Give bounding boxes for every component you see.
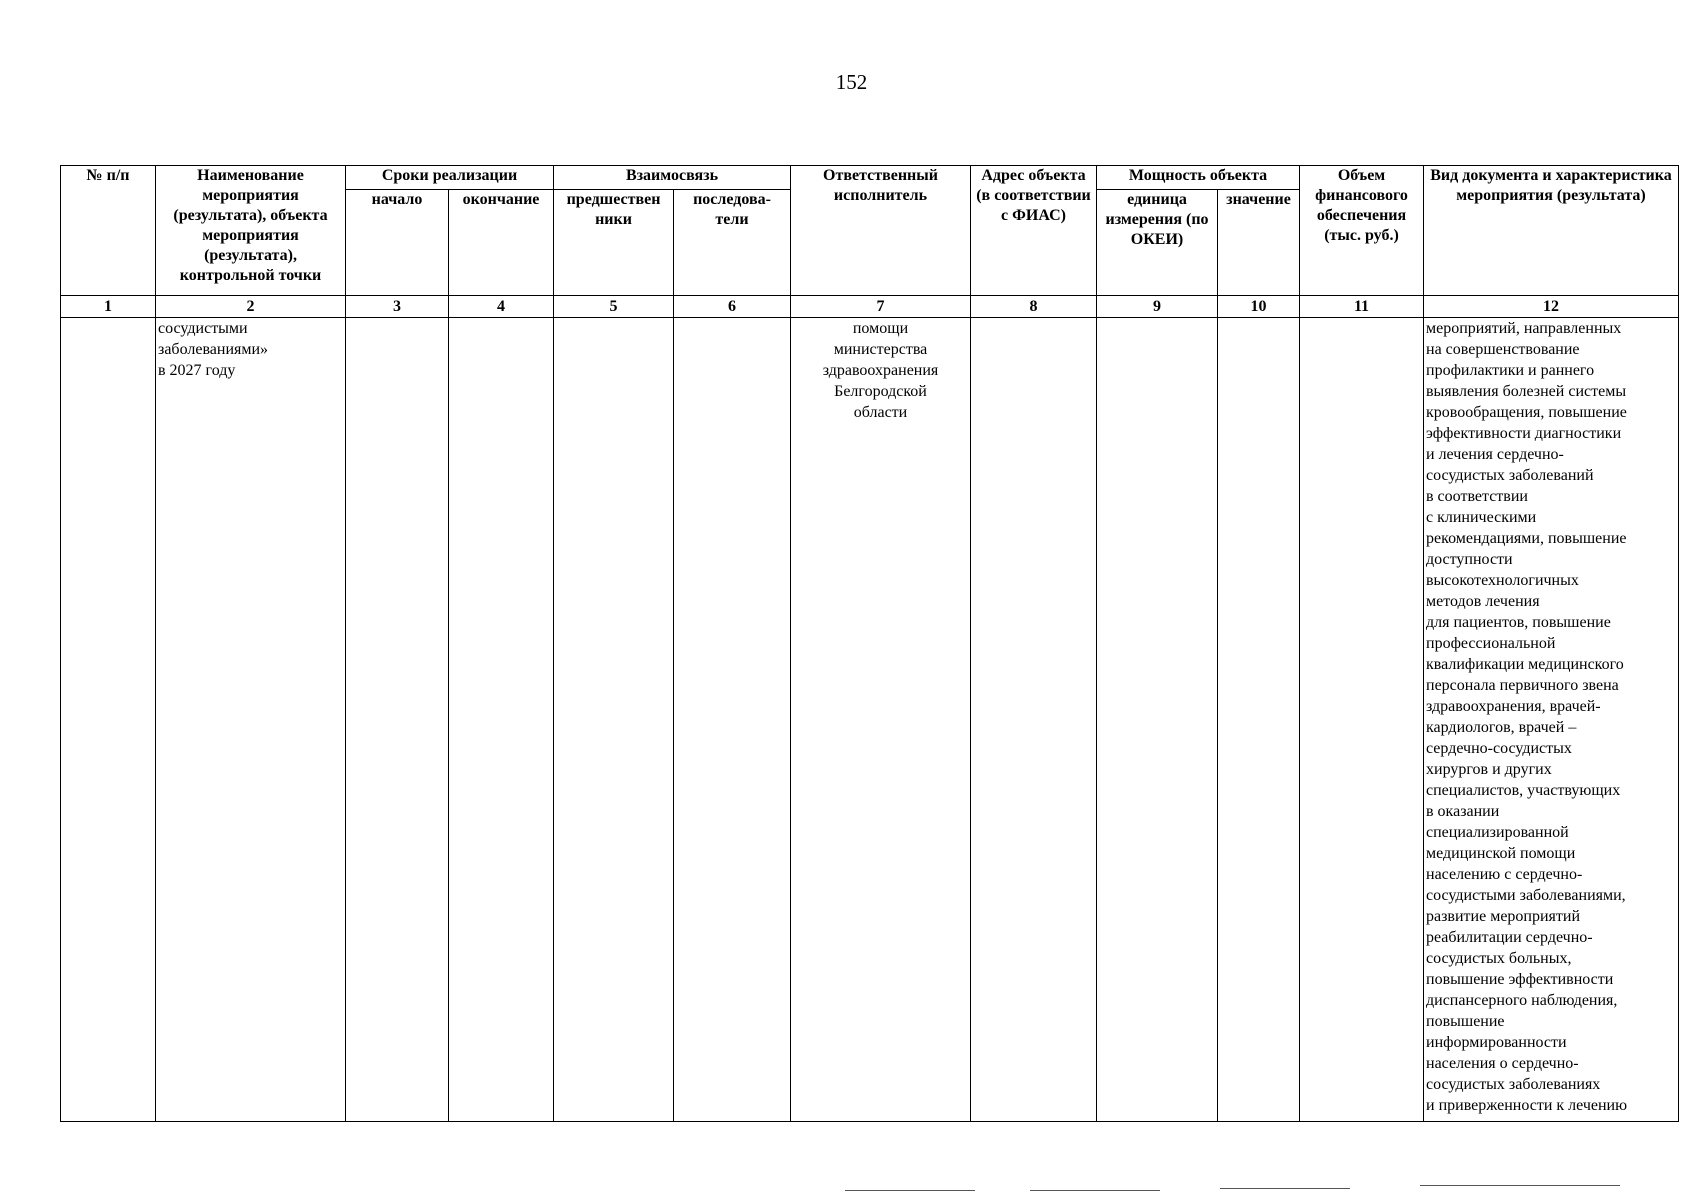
cell-line: мероприятий, направленных (1426, 320, 1622, 337)
column-number: 8 (971, 296, 1097, 318)
header-successors: последова- тели (674, 190, 791, 296)
cell-line: реабилитации сердечно- (1426, 929, 1593, 946)
cell-line: здравоохранения (822, 362, 939, 379)
scan-line (1030, 1190, 1160, 1191)
cell-line: развитие мероприятий (1426, 908, 1581, 925)
cell-unit (1097, 318, 1218, 1122)
column-number: 9 (1097, 296, 1218, 318)
cell-line: профессиональной (1426, 635, 1556, 652)
header-relation-group: Взаимосвязь (554, 166, 791, 190)
header-capacity-group: Мощность объекта (1097, 166, 1300, 190)
cell-line: информированности (1426, 1034, 1567, 1051)
cell-line: диспансерного наблюдения, (1426, 992, 1618, 1009)
column-number: 6 (674, 296, 791, 318)
cell-funding (1300, 318, 1424, 1122)
cell-successors (674, 318, 791, 1122)
cell-line: выявления болезней системы (1426, 383, 1627, 400)
cell-line: и лечения сердечно- (1426, 446, 1564, 463)
column-number: 12 (1424, 296, 1679, 318)
column-number: 3 (346, 296, 449, 318)
cell-line: и приверженности к лечению (1426, 1097, 1628, 1114)
cell-line: заболеваниями» (158, 341, 269, 358)
cell-doc (1424, 318, 1679, 1122)
column-number: 7 (791, 296, 971, 318)
cell-line: повышение эффективности (1426, 971, 1614, 988)
cell-line: на совершенствование (1426, 341, 1580, 358)
cell-end (449, 318, 554, 1122)
header-address: Адрес объекта (в соответствии с ФИАС) (971, 166, 1097, 296)
cell-name (156, 318, 346, 1122)
cell-line: квалификации медицинского (1426, 656, 1624, 673)
header-unit: единица измерения (по ОКЕИ) (1097, 190, 1218, 296)
header-responsible: Ответственный исполнитель (791, 166, 971, 296)
cell-line: сосудистых заболеваний (1426, 467, 1594, 484)
cell-line: здравоохранения, врачей- (1426, 698, 1601, 715)
scan-line (1420, 1185, 1620, 1186)
cell-line: доступности (1426, 551, 1513, 568)
column-number: 4 (449, 296, 554, 318)
cell-line: рекомендациями, повышение (1426, 530, 1627, 547)
table-row (61, 318, 1679, 1122)
cell-line: области (853, 404, 908, 421)
cell-line: медицинской помощи (1426, 845, 1576, 862)
column-number-row (61, 296, 1679, 318)
cell-line: населению с сердечно- (1426, 866, 1583, 883)
cell-line: кардиологов, врачей – (1426, 719, 1577, 736)
cell-line: методов лечения (1426, 593, 1540, 610)
cell-line: населения о сердечно- (1426, 1055, 1579, 1072)
cell-line: сердечно-сосудистых (1426, 740, 1572, 757)
column-number: 10 (1218, 296, 1300, 318)
cell-line: Белгородской (834, 383, 927, 400)
header-value: значение (1218, 190, 1300, 296)
cell-line: в соответствии (1426, 488, 1528, 505)
cell-line: эффективности диагностики (1426, 425, 1622, 442)
header-doc: Вид документа и характеристика мероприятия (результата) (1424, 166, 1679, 296)
cell-value (1218, 318, 1300, 1122)
cell-line: сосудистыми (158, 320, 248, 337)
cell-start (346, 318, 449, 1122)
scan-line (1220, 1188, 1350, 1189)
cell-line: в оказании (1426, 803, 1500, 820)
header-name: Наименование мероприятия (результата), объекта мероприятия (результата), контрольной точки (156, 166, 346, 296)
activities-table (60, 165, 1679, 1122)
cell-predecessors (554, 318, 674, 1122)
cell-line: сосудистых больных, (1426, 950, 1572, 967)
page-number: 152 (835, 70, 868, 94)
cell-line: с клиническими (1426, 509, 1537, 526)
header-funding: Объем финансового обеспечения (тыс. руб.) (1300, 166, 1424, 296)
cell-line: хирургов и других (1426, 761, 1552, 778)
cell-line: для пациентов, повышение (1426, 614, 1611, 631)
column-number: 2 (156, 296, 346, 318)
cell-line: специализированной (1426, 824, 1569, 841)
cell-line: высокотехнологичных (1426, 572, 1579, 589)
cell-line: персонала первичного звена (1426, 677, 1619, 694)
cell-line: профилактики и раннего (1426, 362, 1595, 379)
cell-line: сосудистыми заболеваниями, (1426, 887, 1626, 904)
cell-line: министерства (833, 341, 928, 358)
cell-line: повышение (1426, 1013, 1505, 1030)
header-no: № п/п (61, 166, 156, 296)
column-number: 1 (61, 296, 156, 318)
header-end: окончание (449, 190, 554, 296)
cell-no (61, 318, 156, 1122)
header-predecessors: предшествен ники (554, 190, 674, 296)
header-timing-group: Сроки реализации (346, 166, 554, 190)
cell-line: специалистов, участвующих (1426, 782, 1621, 799)
column-number: 5 (554, 296, 674, 318)
cell-line: в 2027 году (158, 362, 236, 379)
scan-line (845, 1190, 975, 1191)
header-row-1 (61, 166, 1679, 190)
column-number: 11 (1300, 296, 1424, 318)
cell-line: сосудистых заболеваниях (1426, 1076, 1601, 1093)
cell-responsible (791, 318, 971, 1122)
cell-line: помощи (852, 320, 909, 337)
cell-address (971, 318, 1097, 1122)
header-start: начало (346, 190, 449, 296)
cell-line: кровообращения, повышение (1426, 404, 1627, 421)
